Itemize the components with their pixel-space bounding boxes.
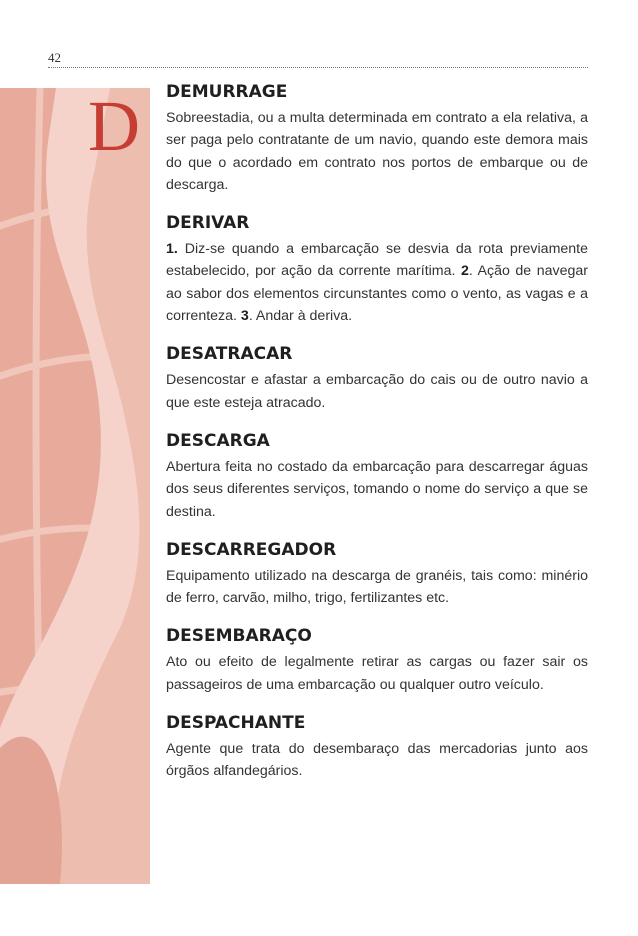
sense-text: Diz-se quando a embarcação se desvia da rota previamente estabelecido, por ação da corrente marítima.	[166, 241, 588, 280]
page-number: 42	[48, 50, 61, 65]
entry-derivar	[166, 212, 588, 327]
term-definition	[166, 238, 588, 327]
decorative-side-band	[0, 88, 150, 884]
section-letter: D	[88, 86, 140, 166]
term-title: DEMURRAGE	[166, 82, 288, 102]
entry-despachante	[166, 712, 588, 783]
entry-descarregador	[166, 539, 588, 610]
sense-number: 2	[460, 263, 469, 280]
term-title: DESATRACAR	[166, 344, 293, 365]
entry-desembaraco	[166, 625, 588, 696]
term-title: DESEMBARAÇO	[166, 626, 312, 647]
term-definition: Abertura feita no costado da embarcação para descarregar águas dos seus diferentes serviços, tomando o nome do serviço a que se destina.	[166, 458, 588, 520]
term-definition: Ato ou efeito de legalmente retirar as cargas ou fazer sair os passageiros de uma embarcação ou qualquer outro veículo.	[166, 654, 588, 693]
glossary-entries	[166, 81, 588, 799]
entry-demurrage	[166, 81, 588, 196]
sense-text: . Andar à deriva.	[248, 308, 353, 325]
term-definition: Sobreestadia, ou a multa determinada em contrato a ela relativa, a ser paga pelo contratante de um navio, quando este demora mais do que o acordado em contrato nos portos de embarque ou de descarga.	[166, 110, 588, 193]
term-definition: Desencostar e afastar a embarcação do cais ou de outro navio a que este esteja atracado.	[166, 372, 588, 411]
sense-number: 3	[240, 308, 249, 325]
term-definition: Agente que trata do desembaraço das mercadorias junto aos órgãos alfandegários.	[166, 741, 588, 780]
sense-text: . Ação de navegar ao sabor dos elementos circunstantes como o vento, as vagas e a correnteza.	[166, 263, 588, 325]
term-title: DERIVAR	[166, 213, 250, 234]
header-rule	[48, 67, 588, 68]
entry-desatracar	[166, 343, 588, 414]
term-title: DESPACHANTE	[166, 713, 306, 734]
term-title: DESCARGA	[166, 430, 270, 451]
entry-descarga	[166, 430, 588, 523]
sense-number: 1.	[166, 241, 178, 258]
term-title: DESCARREGADOR	[166, 539, 337, 560]
term-definition: Equipamento utilizado na descarga de granéis, tais como: minério de ferro, carvão, milho, trigo, fertilizantes etc.	[166, 567, 588, 607]
